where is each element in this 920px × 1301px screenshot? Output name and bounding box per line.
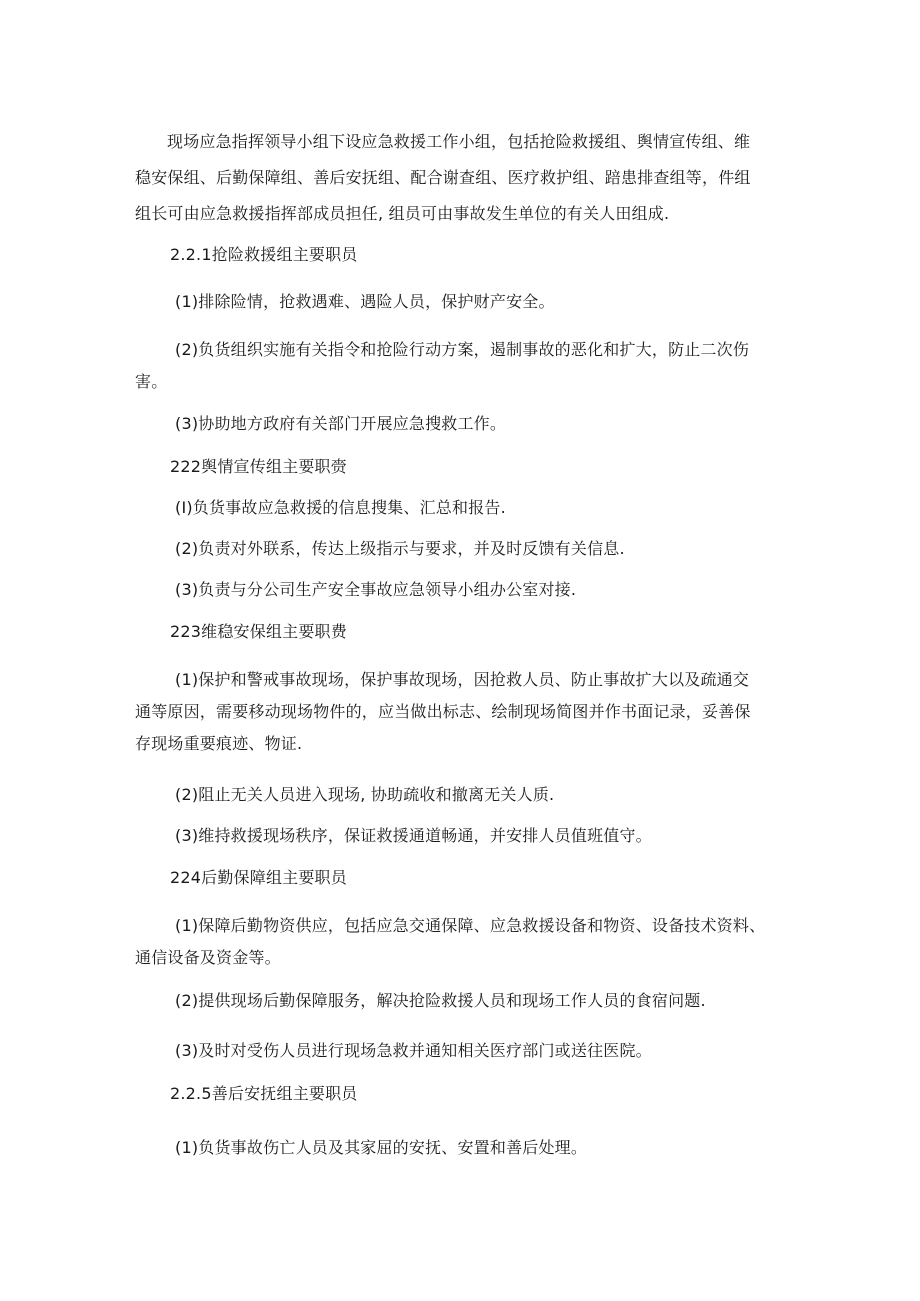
s222-item-2: (2)负责对外联系，传达上级指示与要求，并及时反馈有关信息. (175, 539, 625, 558)
s223-item-2: (2)阻止无关人员进入现场, 协助疏收和撤离无关人质. (175, 785, 555, 804)
s221-item-2-line-1: (2)负货组织实施有关指令和抢险行动方案，遏制事故的恶化和扩大，防止二次伤 (175, 340, 750, 359)
s224-item-1-line-2: 通信设备及资金等。 (135, 948, 281, 967)
s223-item-1 (135, 664, 751, 760)
s221-item-3: (3)协助地方政府有关部门开展应急搜救工作。 (175, 414, 507, 433)
section-heading-2-2-3: 223维稳安保组主要职费 (170, 622, 347, 641)
intro-line-3: 组长可由应急救援指挥部成员担任, 组员可由事故发生单位的有关人田组成. (135, 204, 670, 223)
s221-item-2-line-2: 害。 (135, 372, 168, 391)
s223-item-3: (3)维持救援现场秩序，保证救援通道畅通，并安排人员值班值守。 (175, 826, 652, 845)
intro-line-2: 稳安保组、后勤保障组、善后安抚组、配合谢查组、医疗救护组、踣患排查组等，件组 (135, 168, 751, 187)
s225-item-1: (1)负货事故伤亡人员及其家屈的安抚、安置和善后处理。 (175, 1138, 588, 1157)
s221-item-1: (1)排除险情，抢救遇难、遇险人员，保护财产安全。 (175, 292, 555, 311)
s223-item-1-line-2: 通等原因，需要移动现场物件的，应当做出标志、绘制现场简图并作书面记录，妥善保 (135, 702, 751, 721)
s221-item-2 (135, 334, 749, 398)
section-heading-2-2-1: 2.2.1抢险救援组主要职员 (170, 245, 358, 264)
intro-line-1: 现场应急指挥领导小组下设应急救援工作小组，包括抢险救援组、舆情宣传组、维 (167, 132, 751, 151)
s224-item-1 (135, 910, 765, 974)
s222-item-3: (3)负责与分公司生产安全事故应急领导小组办公室对接. (175, 580, 577, 599)
s223-item-1-line-1: (1)保护和警戒事故现场，保护事故现场，因抢救人员、防止事故扩大以及疏通交 (175, 670, 750, 689)
s223-item-1-line-3: 存现场重要痕迹、物证. (135, 734, 303, 753)
s224-item-1-line-1: (1)保障后勤物资供应，包括应急交通保障、应急救援设备和物资、设备技术资料、 (175, 916, 766, 935)
s224-item-2: (2)提供现场后勤保障服务，解决抢险救援人员和现场工作人员的食宿问题. (175, 991, 706, 1010)
s224-item-3: (3)及时对受伤人员进行现场急救并通知相关医疗部门或送往医院。 (175, 1041, 652, 1060)
intro-paragraph (135, 124, 751, 232)
section-heading-2-2-4: 224后勤保障组主要职员 (170, 868, 347, 887)
s222-item-1: (I)负货事故应急救援的信息搜集、汇总和报告. (175, 498, 506, 517)
section-heading-2-2-5: 2.2.5善后安抚组主要职员 (170, 1084, 358, 1103)
section-heading-2-2-2: 222舆情宣传组主要职赍 (170, 457, 347, 476)
